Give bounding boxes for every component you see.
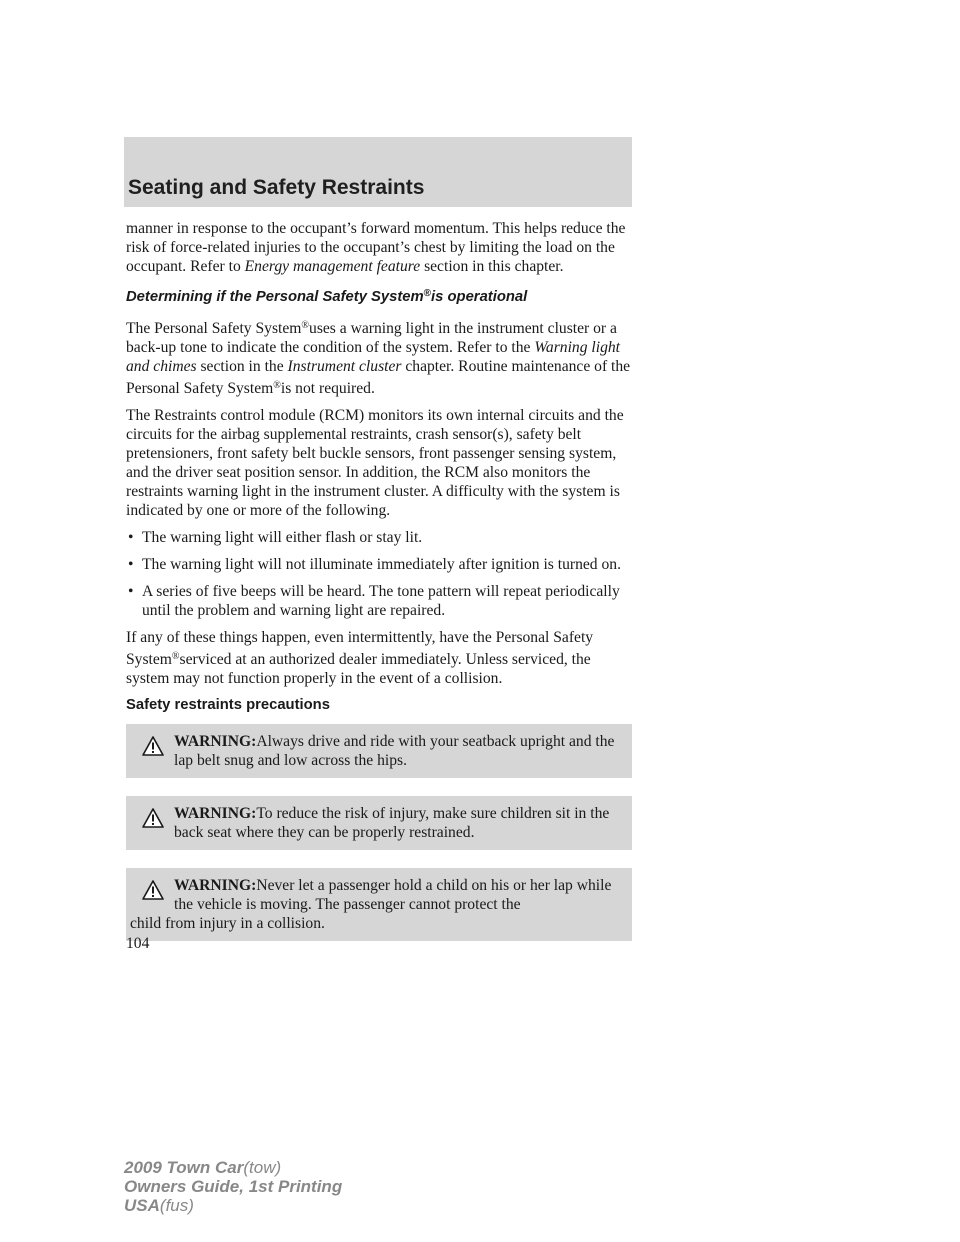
list-item: • A series of five beeps will be heard. The tone pattern will repeat periodically until the problem and warning light are repaired.: [128, 583, 620, 619]
warning-label: WARNING:: [174, 877, 257, 894]
symptom-list: [126, 528, 634, 620]
footer-imprint: 2009 Town Car(tow) Owners Guide, 1st Printing USA(fus): [124, 1158, 343, 1215]
paragraph-momentum: manner in response to the occupant’s forward momentum. This helps reduce the risk of force-related injuries to the occupant’s chest by limiting the load on the occupant. Refer to Energy management feature section in this chapter.: [126, 220, 626, 275]
warning-triangle-icon: [142, 808, 164, 828]
warning-box: WARNING:Always drive and ride with your seatback upright and the lap belt snug and low across the hips.: [126, 724, 632, 778]
subheading-operational: Determining if the Personal Safety System®is operational: [126, 288, 528, 305]
paragraph-service: If any of these things happen, even intermittently, have the Personal Safety System®serviced at an authorized dealer immediately. Unless serviced, the system may not function properly in the event of a collision.: [126, 629, 594, 687]
page-number: 104: [126, 935, 150, 952]
subheading-precautions: Safety restraints precautions: [126, 697, 330, 713]
section-title: Seating and Safety Restraints: [128, 176, 425, 199]
paragraph-rcm: The Restraints control module (RCM) monitors its own internal circuits and the circuits for the airbag supplemental restraints, crash sensor(s), safety belt pretensioners, front safety belt buckle sensors, front passenger sensing system, and the driver seat position sensor. In addition, the RCM also monitors the restraints warning light in the instrument cluster. A difficulty with the system is indicated by one or more of the following.: [126, 407, 624, 519]
warning-triangle-icon: [142, 880, 164, 900]
page-content: [126, 219, 634, 959]
list-item: • The warning light will either flash or stay lit.: [128, 529, 423, 546]
energy-management-reference: Energy management feature: [244, 258, 421, 275]
warning-box: WARNING:Never let a passenger hold a child on his or her lap while the vehicle is moving. The passenger cannot protect the child from injury in a collision.: [126, 868, 632, 941]
warning-triangle-icon: [142, 736, 164, 756]
instrument-cluster-reference: Instrument cluster: [287, 358, 402, 375]
warning-box: WARNING:To reduce the risk of injury, make sure children sit in the back seat where they can be properly restrained.: [126, 796, 632, 850]
section-header: [124, 137, 632, 207]
paragraph-warning-light: The Personal Safety System®uses a warning light in the instrument cluster or a back-up tone to indicate the condition of the system. Refer to the Warning light and chimes section in the Instrument cluster chapter. Routine maintenance of the Personal Safety System®is not required.: [126, 320, 631, 397]
list-item: • The warning light will not illuminate immediately after ignition is turned on.: [128, 556, 621, 573]
warning-light-reference: Warning light and chimes: [126, 339, 620, 375]
warning-label: WARNING:: [174, 733, 257, 750]
warning-label: WARNING:: [174, 805, 257, 822]
